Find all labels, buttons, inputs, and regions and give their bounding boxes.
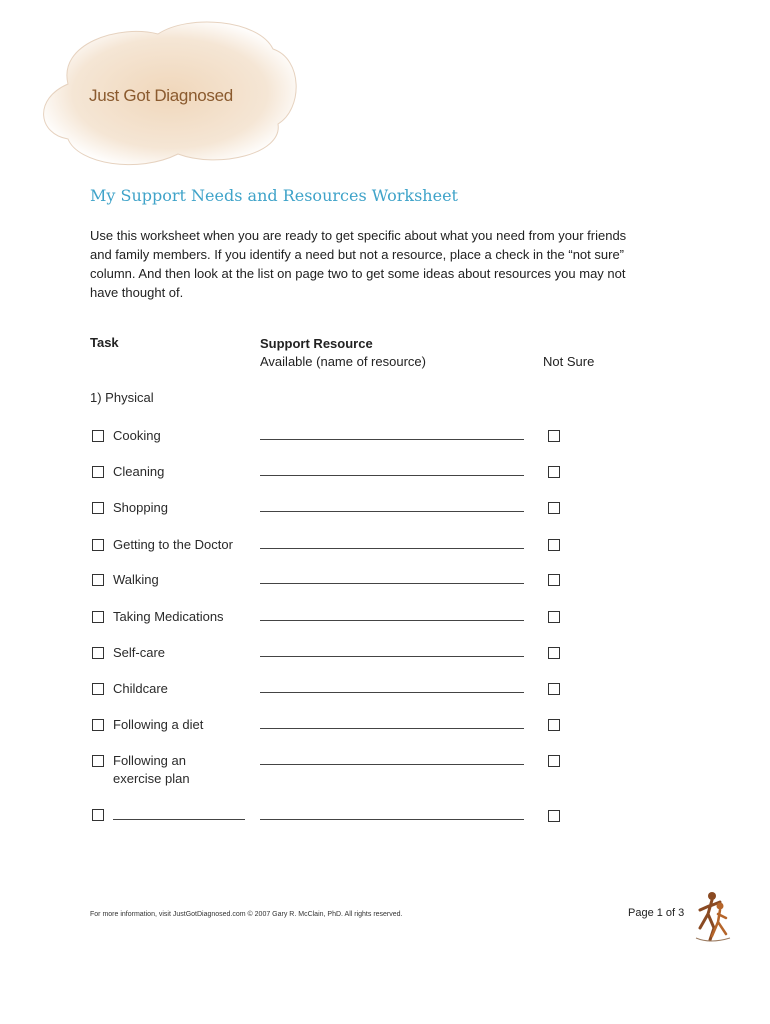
- task-label: Following a diet: [113, 717, 204, 732]
- not-sure-checkbox[interactable]: [548, 574, 560, 586]
- task-checkbox[interactable]: [92, 539, 104, 551]
- resource-line[interactable]: [260, 819, 524, 820]
- brand-logo-text: Just Got Diagnosed: [89, 86, 233, 105]
- task-row: [90, 536, 690, 566]
- footer-credit: For more information, visit JustGotDiagnosed.com © 2007 Gary R. McClain, PhD. All rights reserved.: [90, 911, 403, 918]
- not-sure-checkbox[interactable]: [548, 502, 560, 514]
- resource-line[interactable]: [260, 548, 524, 549]
- resource-line[interactable]: [260, 656, 524, 657]
- task-row: [90, 463, 690, 493]
- task-checkbox[interactable]: [92, 611, 104, 623]
- task-label: Childcare: [113, 681, 168, 696]
- resource-line[interactable]: [260, 511, 524, 512]
- task-checkbox[interactable]: [92, 430, 104, 442]
- resource-line[interactable]: [260, 583, 524, 584]
- resource-line[interactable]: [260, 728, 524, 729]
- worksheet-title: My Support Needs and Resources Worksheet: [90, 186, 458, 205]
- task-checkbox[interactable]: [92, 466, 104, 478]
- page-number: Page 1 of 3: [628, 907, 685, 919]
- task-checkbox[interactable]: [92, 719, 104, 731]
- not-sure-checkbox[interactable]: [548, 430, 560, 442]
- task-checkbox[interactable]: [92, 502, 104, 514]
- task-label: Cleaning: [113, 464, 165, 479]
- not-sure-checkbox[interactable]: [548, 539, 560, 551]
- custom-task-field[interactable]: [113, 819, 245, 820]
- task-label: Getting to the Doctor: [113, 537, 233, 552]
- not-sure-checkbox[interactable]: [548, 683, 560, 695]
- task-label: Following an exercise plan: [113, 753, 190, 786]
- task-row: [90, 571, 690, 601]
- task-checkbox[interactable]: [92, 683, 104, 695]
- task-label: Walking: [113, 572, 159, 587]
- resource-line[interactable]: [260, 475, 524, 476]
- intro-paragraph: Use this worksheet when you are ready to get specific about what you need from your friends and family members. If you identify a need but not a resource, place a check in the “not sure” column. And then look at the list on page two to get some ideas about resources you may not have thought of.: [90, 228, 627, 300]
- task-label: Shopping: [113, 500, 168, 515]
- task-checkbox[interactable]: [92, 647, 104, 659]
- not-sure-checkbox[interactable]: [548, 611, 560, 623]
- support-resource-header: Support Resource: [260, 336, 373, 351]
- resource-line[interactable]: [260, 620, 524, 621]
- resource-line[interactable]: [260, 439, 524, 440]
- not-sure-checkbox[interactable]: [548, 647, 560, 659]
- resource-line[interactable]: [260, 692, 524, 693]
- task-row: [90, 608, 690, 638]
- task-row: [90, 427, 690, 457]
- task-row: [90, 499, 690, 529]
- not-sure-checkbox[interactable]: [548, 719, 560, 731]
- people-figures-logo-icon: [686, 888, 734, 944]
- task-label: Taking Medications: [113, 609, 224, 624]
- task-row: [90, 680, 690, 710]
- available-subheader: Available (name of resource): [260, 354, 426, 369]
- task-row: [90, 644, 690, 674]
- not-sure-header: Not Sure: [543, 354, 595, 369]
- task-column-header: Task: [90, 335, 119, 350]
- resource-line[interactable]: [260, 764, 524, 765]
- task-checkbox[interactable]: [92, 809, 104, 821]
- task-row: [90, 752, 690, 786]
- not-sure-checkbox[interactable]: [548, 466, 560, 478]
- task-checkbox[interactable]: [92, 574, 104, 586]
- section-physical: 1) Physical: [90, 390, 154, 405]
- task-row: [90, 716, 690, 746]
- task-label: Self-care: [113, 645, 166, 660]
- not-sure-checkbox[interactable]: [548, 810, 560, 822]
- task-label: Cooking: [113, 428, 161, 443]
- not-sure-checkbox[interactable]: [548, 755, 560, 767]
- blank-task-row: [90, 807, 690, 837]
- task-checkbox[interactable]: [92, 755, 104, 767]
